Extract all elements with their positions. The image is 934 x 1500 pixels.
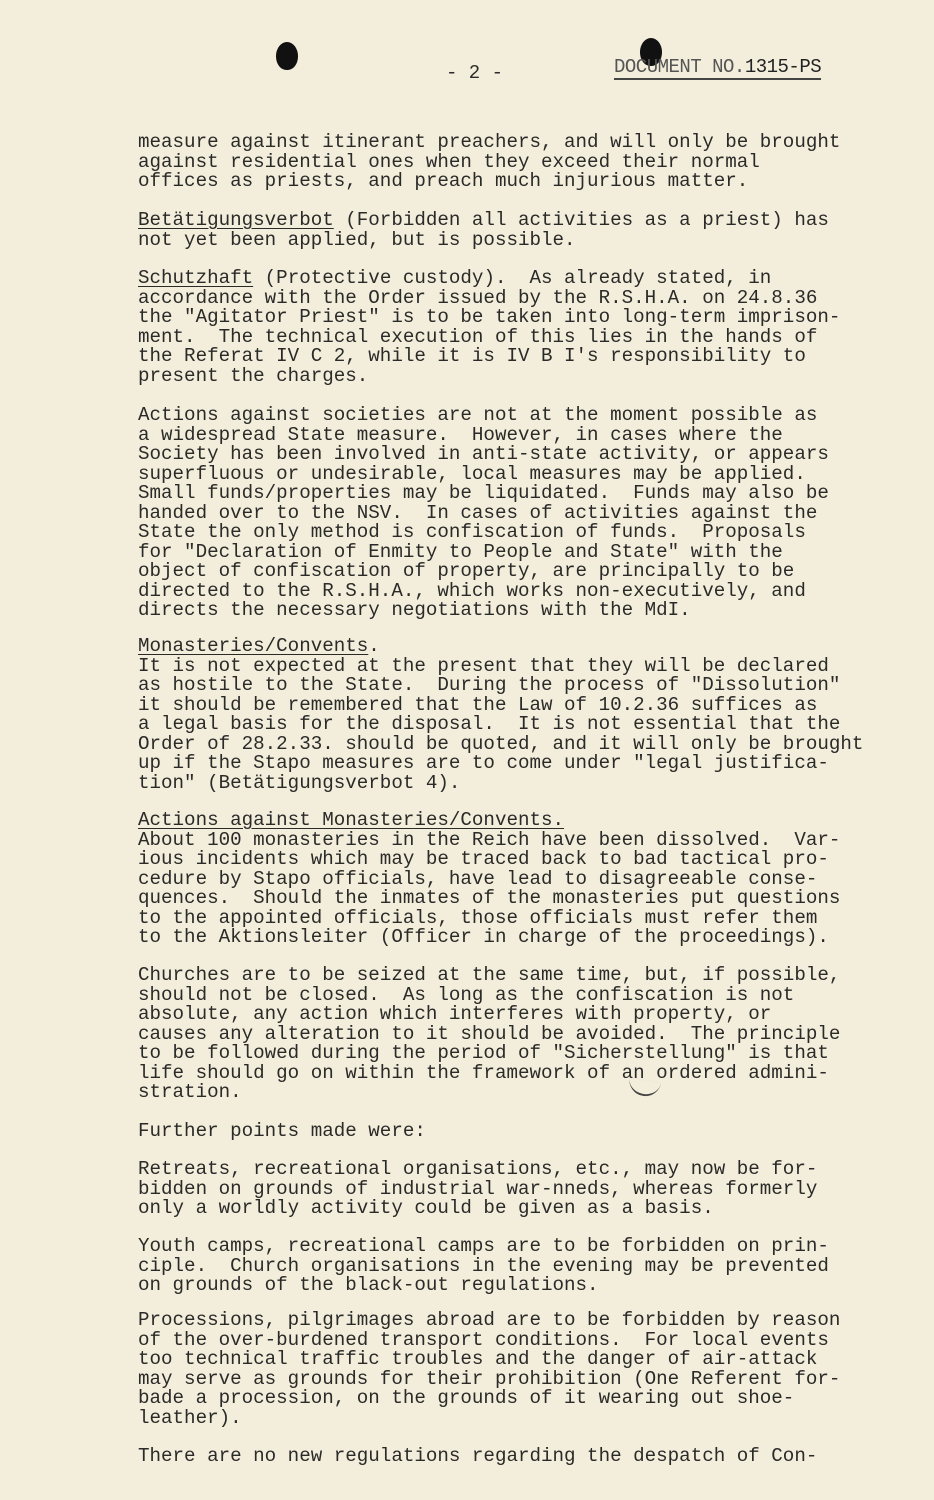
document-number-value: 1315-PS	[744, 56, 822, 78]
text-line: absolute, any action which interferes with property, or	[138, 1003, 772, 1025]
text-line: to the Aktionsleiter (Officer in charge of the proceedings).	[138, 926, 829, 948]
text-line: life should go on within the framework of an ordered admini-	[138, 1061, 829, 1084]
text-line: Small funds/properties may be liquidated. Funds may also be	[138, 482, 829, 504]
text-run: .	[368, 635, 380, 657]
paragraph	[138, 1311, 840, 1428]
text-line: object of confiscation of property, are principally to be	[138, 560, 795, 582]
text-line: Youth camps, recreational camps are to be forbidden on prin-	[138, 1235, 829, 1257]
paragraph	[138, 1237, 829, 1296]
text-line: leather).	[138, 1406, 242, 1429]
text-line: State the only method is confiscation of funds. Proposals	[138, 521, 806, 543]
paragraph	[138, 133, 840, 192]
text-line: stration.	[138, 1081, 242, 1103]
text-line: not yet been applied, but is possible.	[138, 228, 576, 251]
section-heading: Betätigungsverbot	[138, 209, 334, 231]
text-line: up if the Stapo measures are to come under "legal justifica-	[138, 752, 829, 774]
text-line: causes any alteration to it should be avoided. The principle	[138, 1022, 841, 1045]
section-heading: Schutzhaft	[138, 267, 254, 289]
paragraph	[138, 211, 829, 250]
paragraph	[138, 966, 840, 1103]
text-line: for "Declaration of Enmity to People and State" with the	[138, 540, 783, 563]
text-line: a widespread State measure. However, in cases where the	[138, 423, 783, 446]
text-line: measure against itinerant preachers, and will only be brought	[138, 131, 841, 153]
paragraph	[138, 637, 863, 793]
paragraph	[138, 1122, 426, 1142]
text-line: on grounds of the black-out regulations.	[138, 1274, 599, 1296]
text-line	[138, 811, 840, 831]
text-line: Churches are to be seized at the same time, but, if possible,	[138, 964, 841, 986]
section-heading: Monasteries/Convents	[138, 635, 369, 657]
text-line: should not be closed. As long as the confiscation is not	[138, 983, 795, 1006]
text-run: (Forbidden all activities as a priest) has	[333, 209, 829, 231]
section-heading: Actions against Monasteries/Convents.	[138, 809, 565, 831]
text-line: present the charges.	[138, 364, 369, 387]
text-line: superfluous or undesirable, local measures may be applied.	[138, 462, 806, 485]
text-line: There are no new regulations regarding the despatch of Con-	[138, 1445, 818, 1467]
text-line: ious incidents which may be traced back to bad tactical pro-	[138, 848, 829, 870]
text-line	[138, 637, 863, 657]
paragraph	[138, 1160, 817, 1219]
text-line: to be followed during the period of "Sicherstellung" is that	[138, 1042, 829, 1064]
text-line: to the appointed officials, those officials must refer them	[138, 906, 818, 929]
text-line: Processions, pilgrimages abroad are to be forbidden by reason	[138, 1309, 841, 1331]
text-line: quences. Should the inmates of the monasteries put questions	[138, 887, 841, 909]
document-number	[614, 56, 821, 80]
text-line	[138, 211, 829, 231]
text-line: the Referat IV C 2, while it is IV B I's responsibility to	[138, 345, 806, 367]
text-line: too technical traffic troubles and the danger of air-attack	[138, 1348, 818, 1370]
text-line: cedure by Stapo officials, have lead to disagreeable conse-	[138, 867, 818, 890]
text-line: directed to the R.S.H.A., which works non-executively, and	[138, 579, 806, 602]
text-line: handed over to the NSV. In cases of activities against the	[138, 501, 818, 524]
text-line: accordance with the Order issued by the R.S.H.A. on 24.8.36	[138, 286, 818, 309]
text-line: bidden on grounds of industrial war-nneds, whereas formerly	[138, 1177, 818, 1200]
text-line: as hostile to the State. During the process of "Dissolution"	[138, 674, 841, 696]
text-line: of the over-burdened transport conditions. For local events	[138, 1328, 829, 1351]
text-line: Actions against societies are not at the moment possible as	[138, 404, 818, 426]
text-line: About 100 monasteries in the Reich have been dissolved. Var-	[138, 828, 841, 851]
paragraph	[138, 406, 829, 621]
text-line: a legal basis for the disposal. It is not essential that the	[138, 713, 841, 735]
text-line: Retreats, recreational organisations, etc., may now be for-	[138, 1158, 818, 1180]
text-line: tion" (Betätigungsverbot 4).	[138, 771, 461, 794]
text-line	[138, 269, 840, 289]
text-line: directs the necessary negotiations with the MdI.	[138, 599, 691, 621]
text-line: it should be remembered that the Law of 10.2.36 suffices as	[138, 693, 818, 716]
text-line: against residential ones when they exceed their normal	[138, 150, 760, 173]
text-line: ment. The technical execution of this lies in the hands of	[138, 325, 818, 348]
text-line: ciple. Church organisations in the evening may be prevented	[138, 1254, 829, 1277]
text-run: (Protective custody). As already stated, in	[253, 267, 772, 289]
text-line: It is not expected at the present that they will be declared	[138, 654, 829, 677]
text-line: only a worldly activity could be given as a basis.	[138, 1197, 714, 1219]
text-line: may serve as grounds for their prohibition (One Referent for-	[138, 1367, 841, 1390]
paragraph	[138, 811, 840, 948]
text-line: Further points made were:	[138, 1120, 426, 1142]
paragraph	[138, 1447, 817, 1467]
text-line: Order of 28.2.33. should be quoted, and it will only be brought	[138, 732, 864, 755]
paragraph	[138, 269, 840, 386]
punch-hole	[276, 42, 298, 70]
text-line: Society has been involved in anti-state activity, or appears	[138, 443, 829, 465]
text-line: offices as priests, and preach much injurious matter.	[138, 170, 749, 192]
document-number-prefix: DOCUMENT NO.	[614, 56, 745, 78]
text-line: the "Agitator Priest" is to be taken into long-term imprison-	[138, 306, 841, 328]
text-line: bade a procession, on the grounds of it wearing out shoe-	[138, 1387, 795, 1409]
page-number: - 2 -	[446, 62, 504, 84]
